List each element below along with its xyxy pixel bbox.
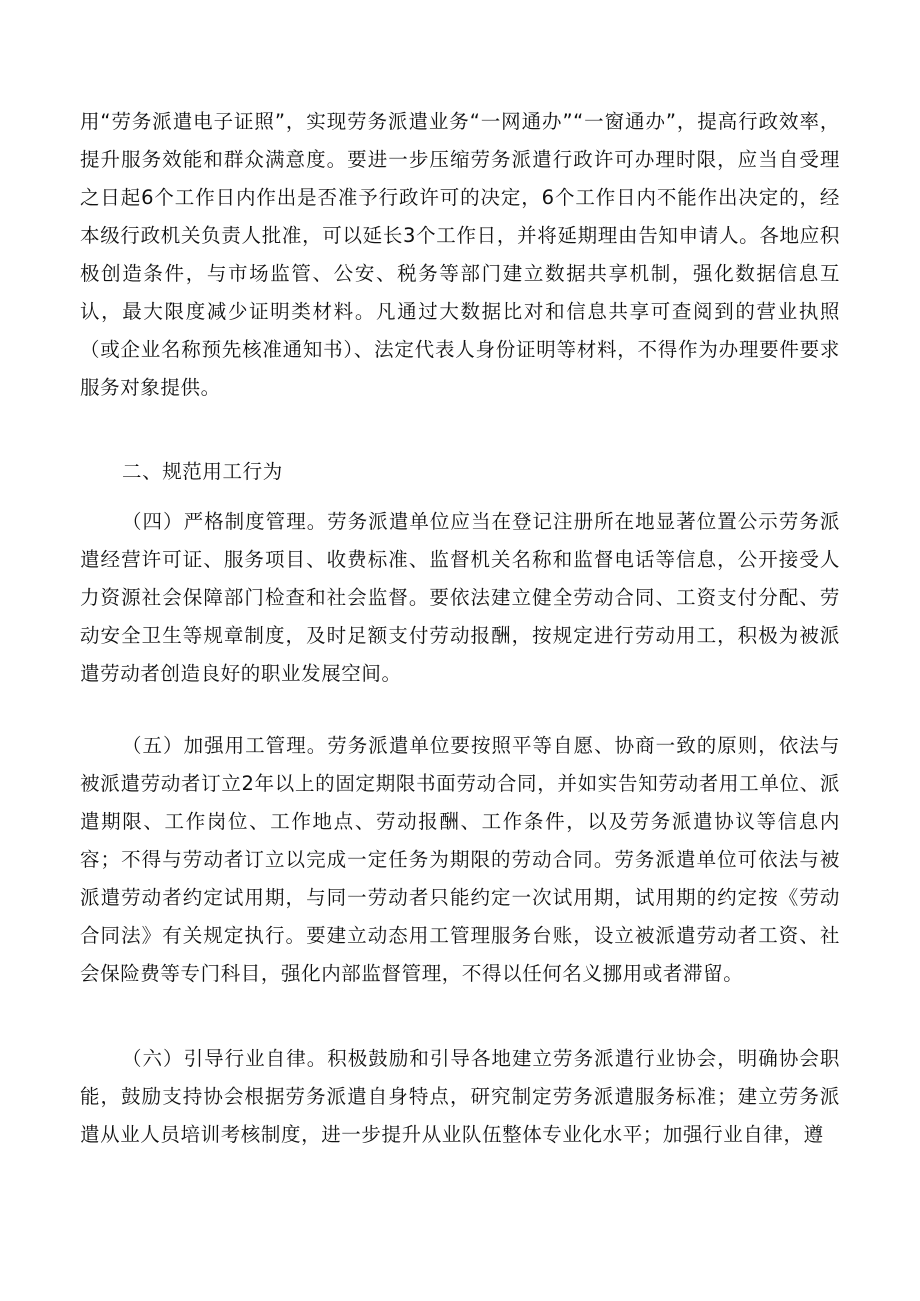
paragraph-4: （四）严格制度管理。劳务派遣单位应当在登记注册所在地显著位置公示劳务派遣经营许可证、服务项目、收费标准、监督机关名称和监督电话等信息，公开接受人力资源社会保障部门检查和社会监督。要依法建立健全劳动合同、工资支付分配、劳动安全卫生等规章制度，及时足额支付劳动报酬，按规定进行劳动用工，积极为被派遣劳动者创造良好的职业发展空间。: [80, 510, 840, 685]
paragraph-continuation: 用“劳务派遣电子证照”，实现劳务派遣业务“一网通办”“一窗通办”，提高行政效率，提升服务效能和群众满意度。要进一步压缩劳务派遣行政许可办理时限，应当自受理之日起6个工作日内作出是否准予行政许可的决定，6个工作日内不能作出决定的，经本级行政机关负责人批准，可以延长3个工作日，并将延期理由告知申请人。各地应积极创造条件，与市场监管、公安、税务等部门建立数据共享机制，强化数据信息互认，最大限度减少证明类材料。凡通过大数据比对和信息共享可查阅到的营业执照（或企业名称预先核准通知书）、法定代表人身份证明等材料，不得作为办理要件要求服务对象提供。: [80, 110, 840, 399]
paragraph-6: （六）引导行业自律。积极鼓励和引导各地建立劳务派遣行业协会，明确协会职能，鼓励支持协会根据劳务派遣自身特点，研究制定劳务派遣服务标准；建立劳务派遣从业人员培训考核制度，进一步提升从业队伍整体专业化水平；加强行业自律，遵: [80, 1047, 840, 1146]
paragraph-5: （五）加强用工管理。劳务派遣单位要按照平等自愿、协商一致的原则，依法与被派遣劳动者订立2年以上的固定期限书面劳动合同，并如实告知劳动者用工单位、派遣期限、工作岗位、工作地点、劳动报酬、工作条件，以及劳务派遣协议等信息内容；不得与劳动者订立以完成一定任务为期限的劳动合同。劳务派遣单位可依法与被派遣劳动者约定试用期，与同一劳动者只能约定一次试用期，试用期的约定按《劳动合同法》有关规定执行。要建立动态用工管理服务台账，设立被派遣劳动者工资、社会保险费等专门科目，强化内部监督管理，不得以任何名义挪用或者滞留。: [80, 734, 840, 985]
section-heading: 二、规范用工行为: [122, 460, 283, 483]
